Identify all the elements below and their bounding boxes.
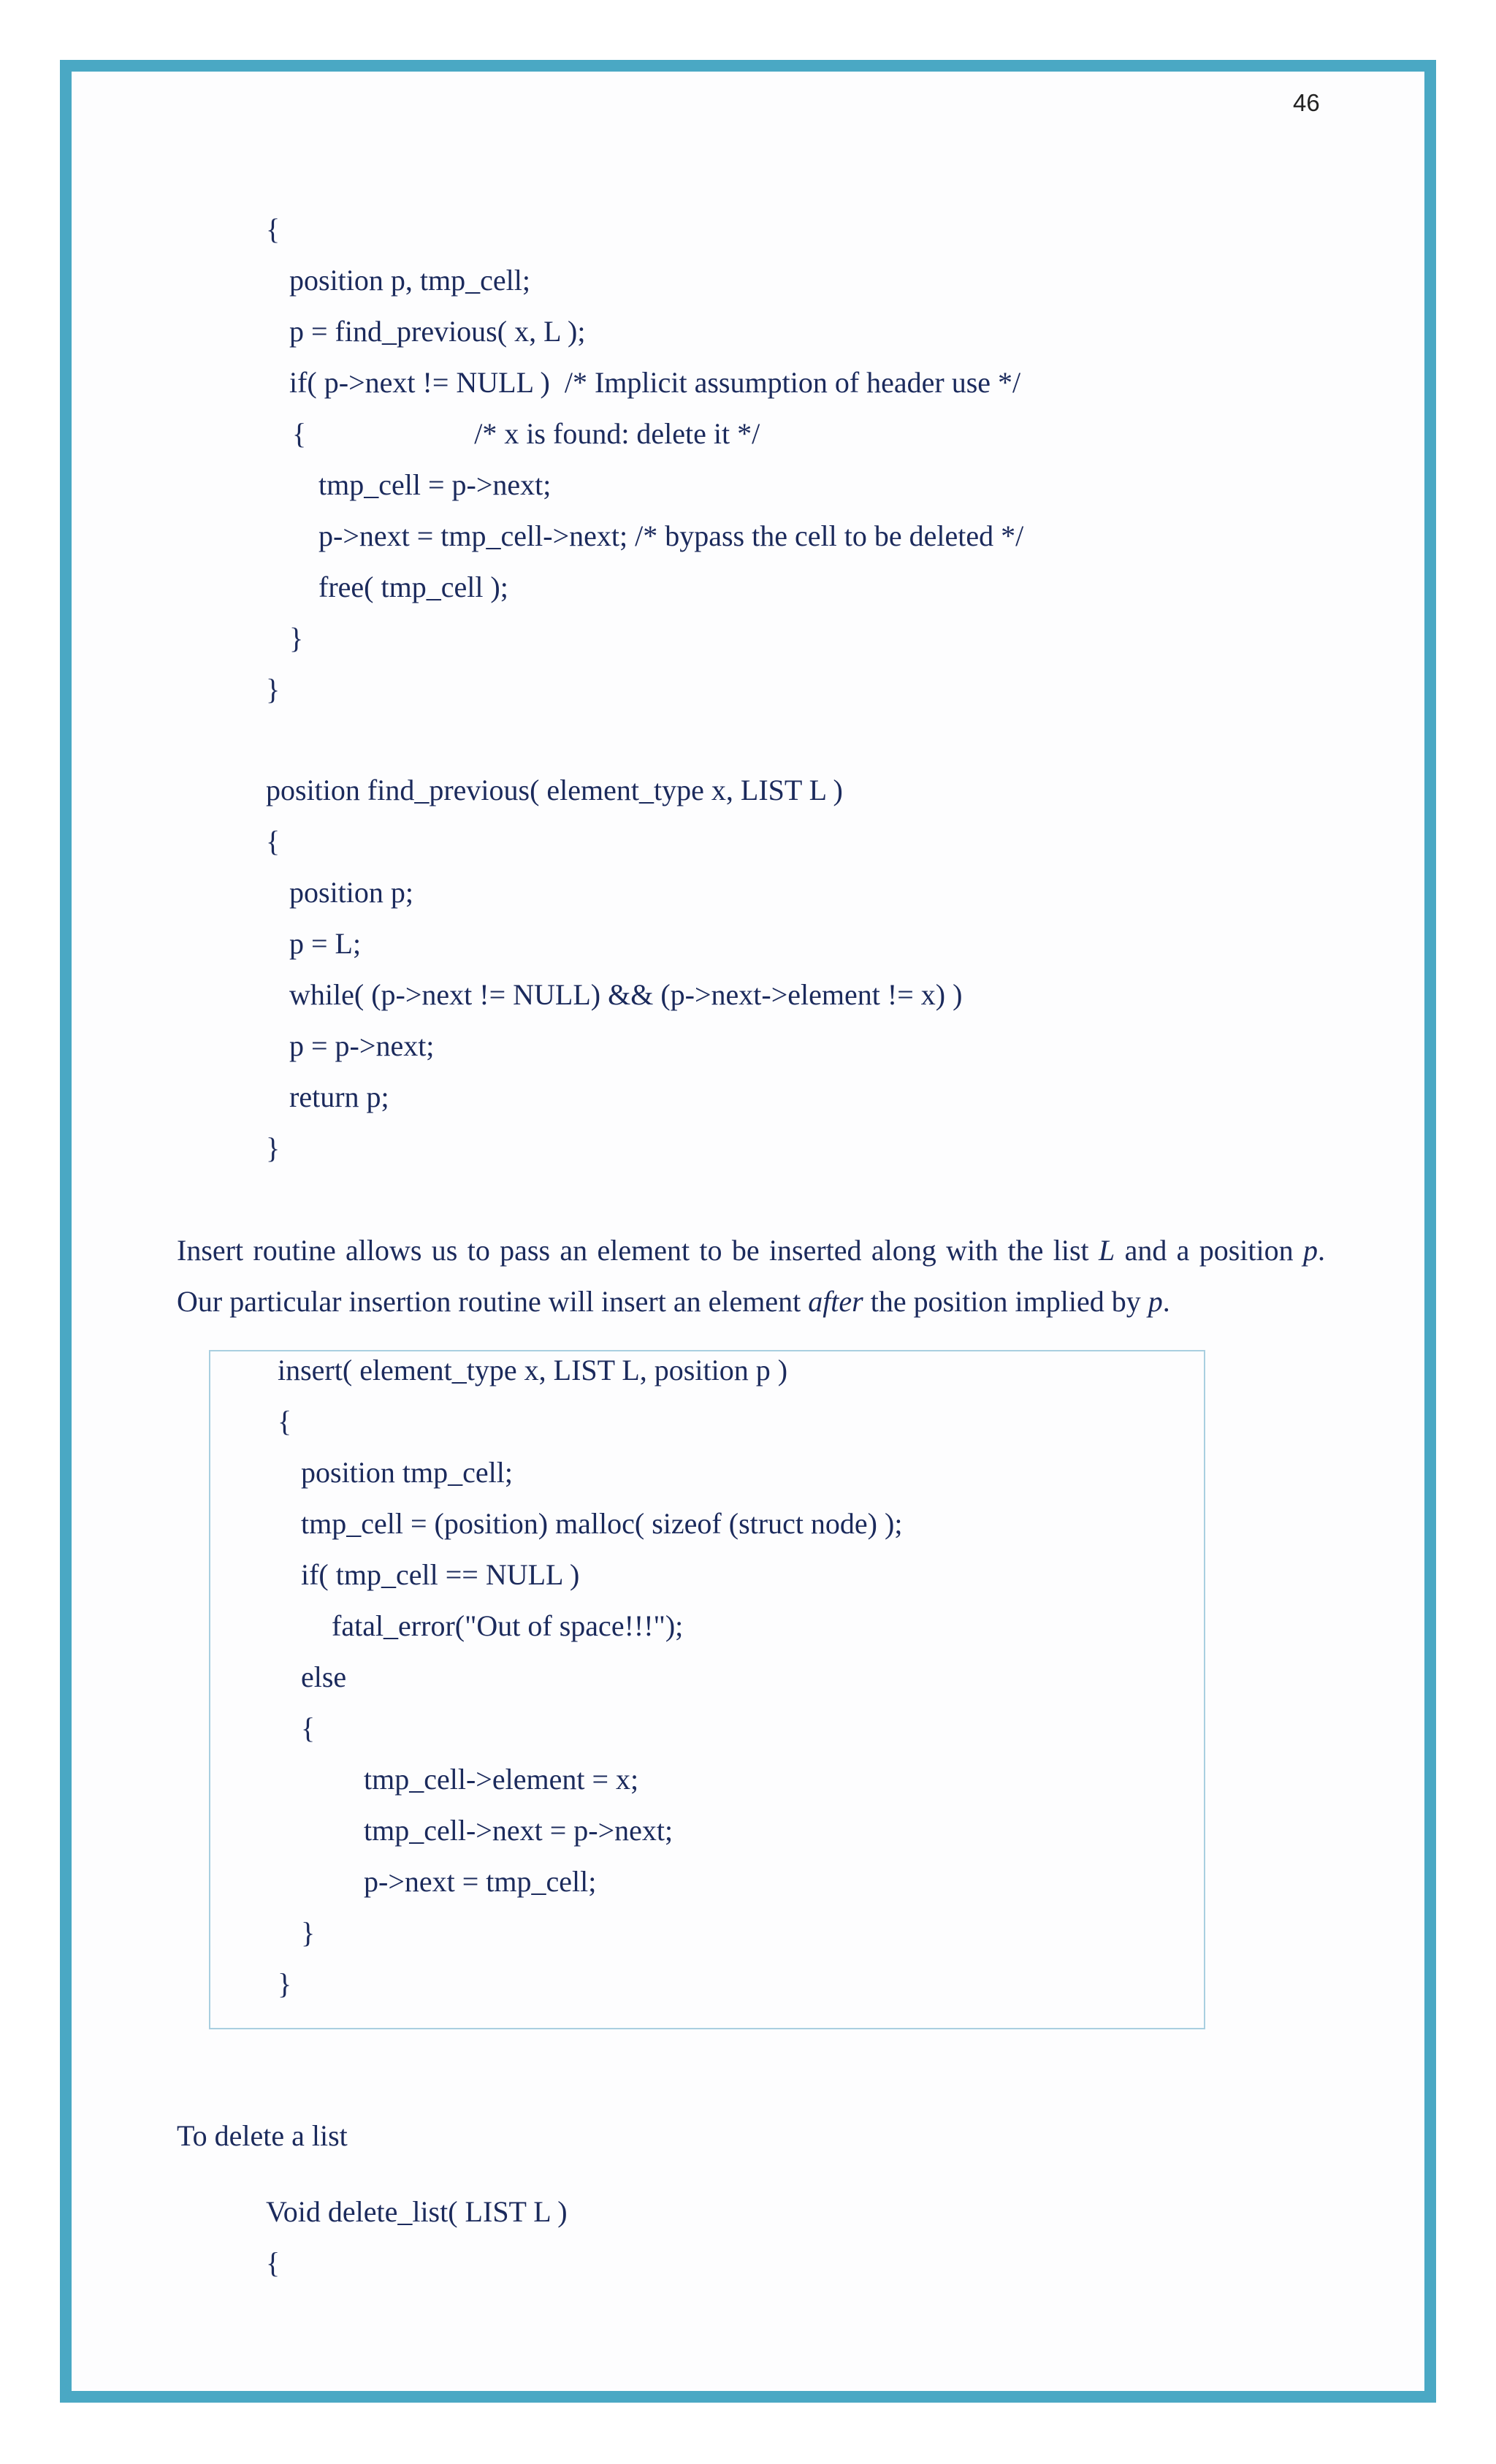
code-line: p = L;: [289, 927, 362, 960]
code-line: p = find_previous( x, L );: [289, 315, 586, 348]
code-line: insert( element_type x, LIST L, position p ): [278, 1354, 788, 1387]
code-line: Void delete_list( LIST L ): [266, 2195, 568, 2228]
code-line: {: [278, 1405, 292, 1438]
code-line: p = p->next;: [289, 1029, 435, 1062]
code-line: {: [266, 213, 280, 245]
code-line: {: [266, 2246, 280, 2279]
code-line: p->next = tmp_cell->next; /* bypass the cell to be deleted */: [318, 519, 1024, 552]
code-line: while( (p->next != NULL) && (p->next->element != x) ): [289, 978, 963, 1011]
code-line: free( tmp_cell );: [318, 571, 508, 603]
code-line: {: [266, 825, 280, 858]
code-line: if( tmp_cell == NULL ): [301, 1558, 580, 1591]
code-line: fatal_error("Out of space!!!");: [332, 1609, 684, 1642]
code-line: }: [301, 1916, 316, 1949]
code-line: tmp_cell->next = p->next;: [364, 1814, 673, 1847]
code-line: position p, tmp_cell;: [289, 264, 530, 297]
code-line: tmp_cell->element = x;: [364, 1763, 639, 1796]
code-line: p->next = tmp_cell;: [364, 1865, 597, 1898]
code-line: }: [278, 1967, 292, 2000]
code-line: {: [301, 1712, 316, 1744]
code-line: position tmp_cell;: [301, 1456, 513, 1489]
code-line: tmp_cell = (position) malloc( sizeof (struct node) );: [301, 1507, 903, 1540]
code-line: tmp_cell = p->next;: [318, 468, 552, 501]
code-line: return p;: [289, 1080, 389, 1113]
code-line: }: [266, 1132, 280, 1164]
code-line: { /* x is found: delete it */: [292, 417, 760, 450]
page-border: [60, 60, 1436, 2403]
code-line: else: [301, 1660, 347, 1693]
paragraph-line: Our particular insertion routine will insert an element after the position implied by p.: [177, 1285, 1170, 1318]
code-line: position p;: [289, 876, 414, 909]
code-box-insert: [209, 1350, 1205, 2029]
paragraph-line: Insert routine allows us to pass an element to be inserted along with the list L and a position p.: [177, 1234, 1325, 1267]
page-number: 46: [1293, 89, 1320, 116]
code-line: if( p->next != NULL ) /* Implicit assumption of header use */: [289, 366, 1021, 399]
code-line: position find_previous( element_type x, LIST L ): [266, 774, 843, 806]
section-heading: To delete a list: [177, 2119, 348, 2152]
code-line: }: [266, 673, 280, 706]
code-line: }: [289, 622, 304, 655]
